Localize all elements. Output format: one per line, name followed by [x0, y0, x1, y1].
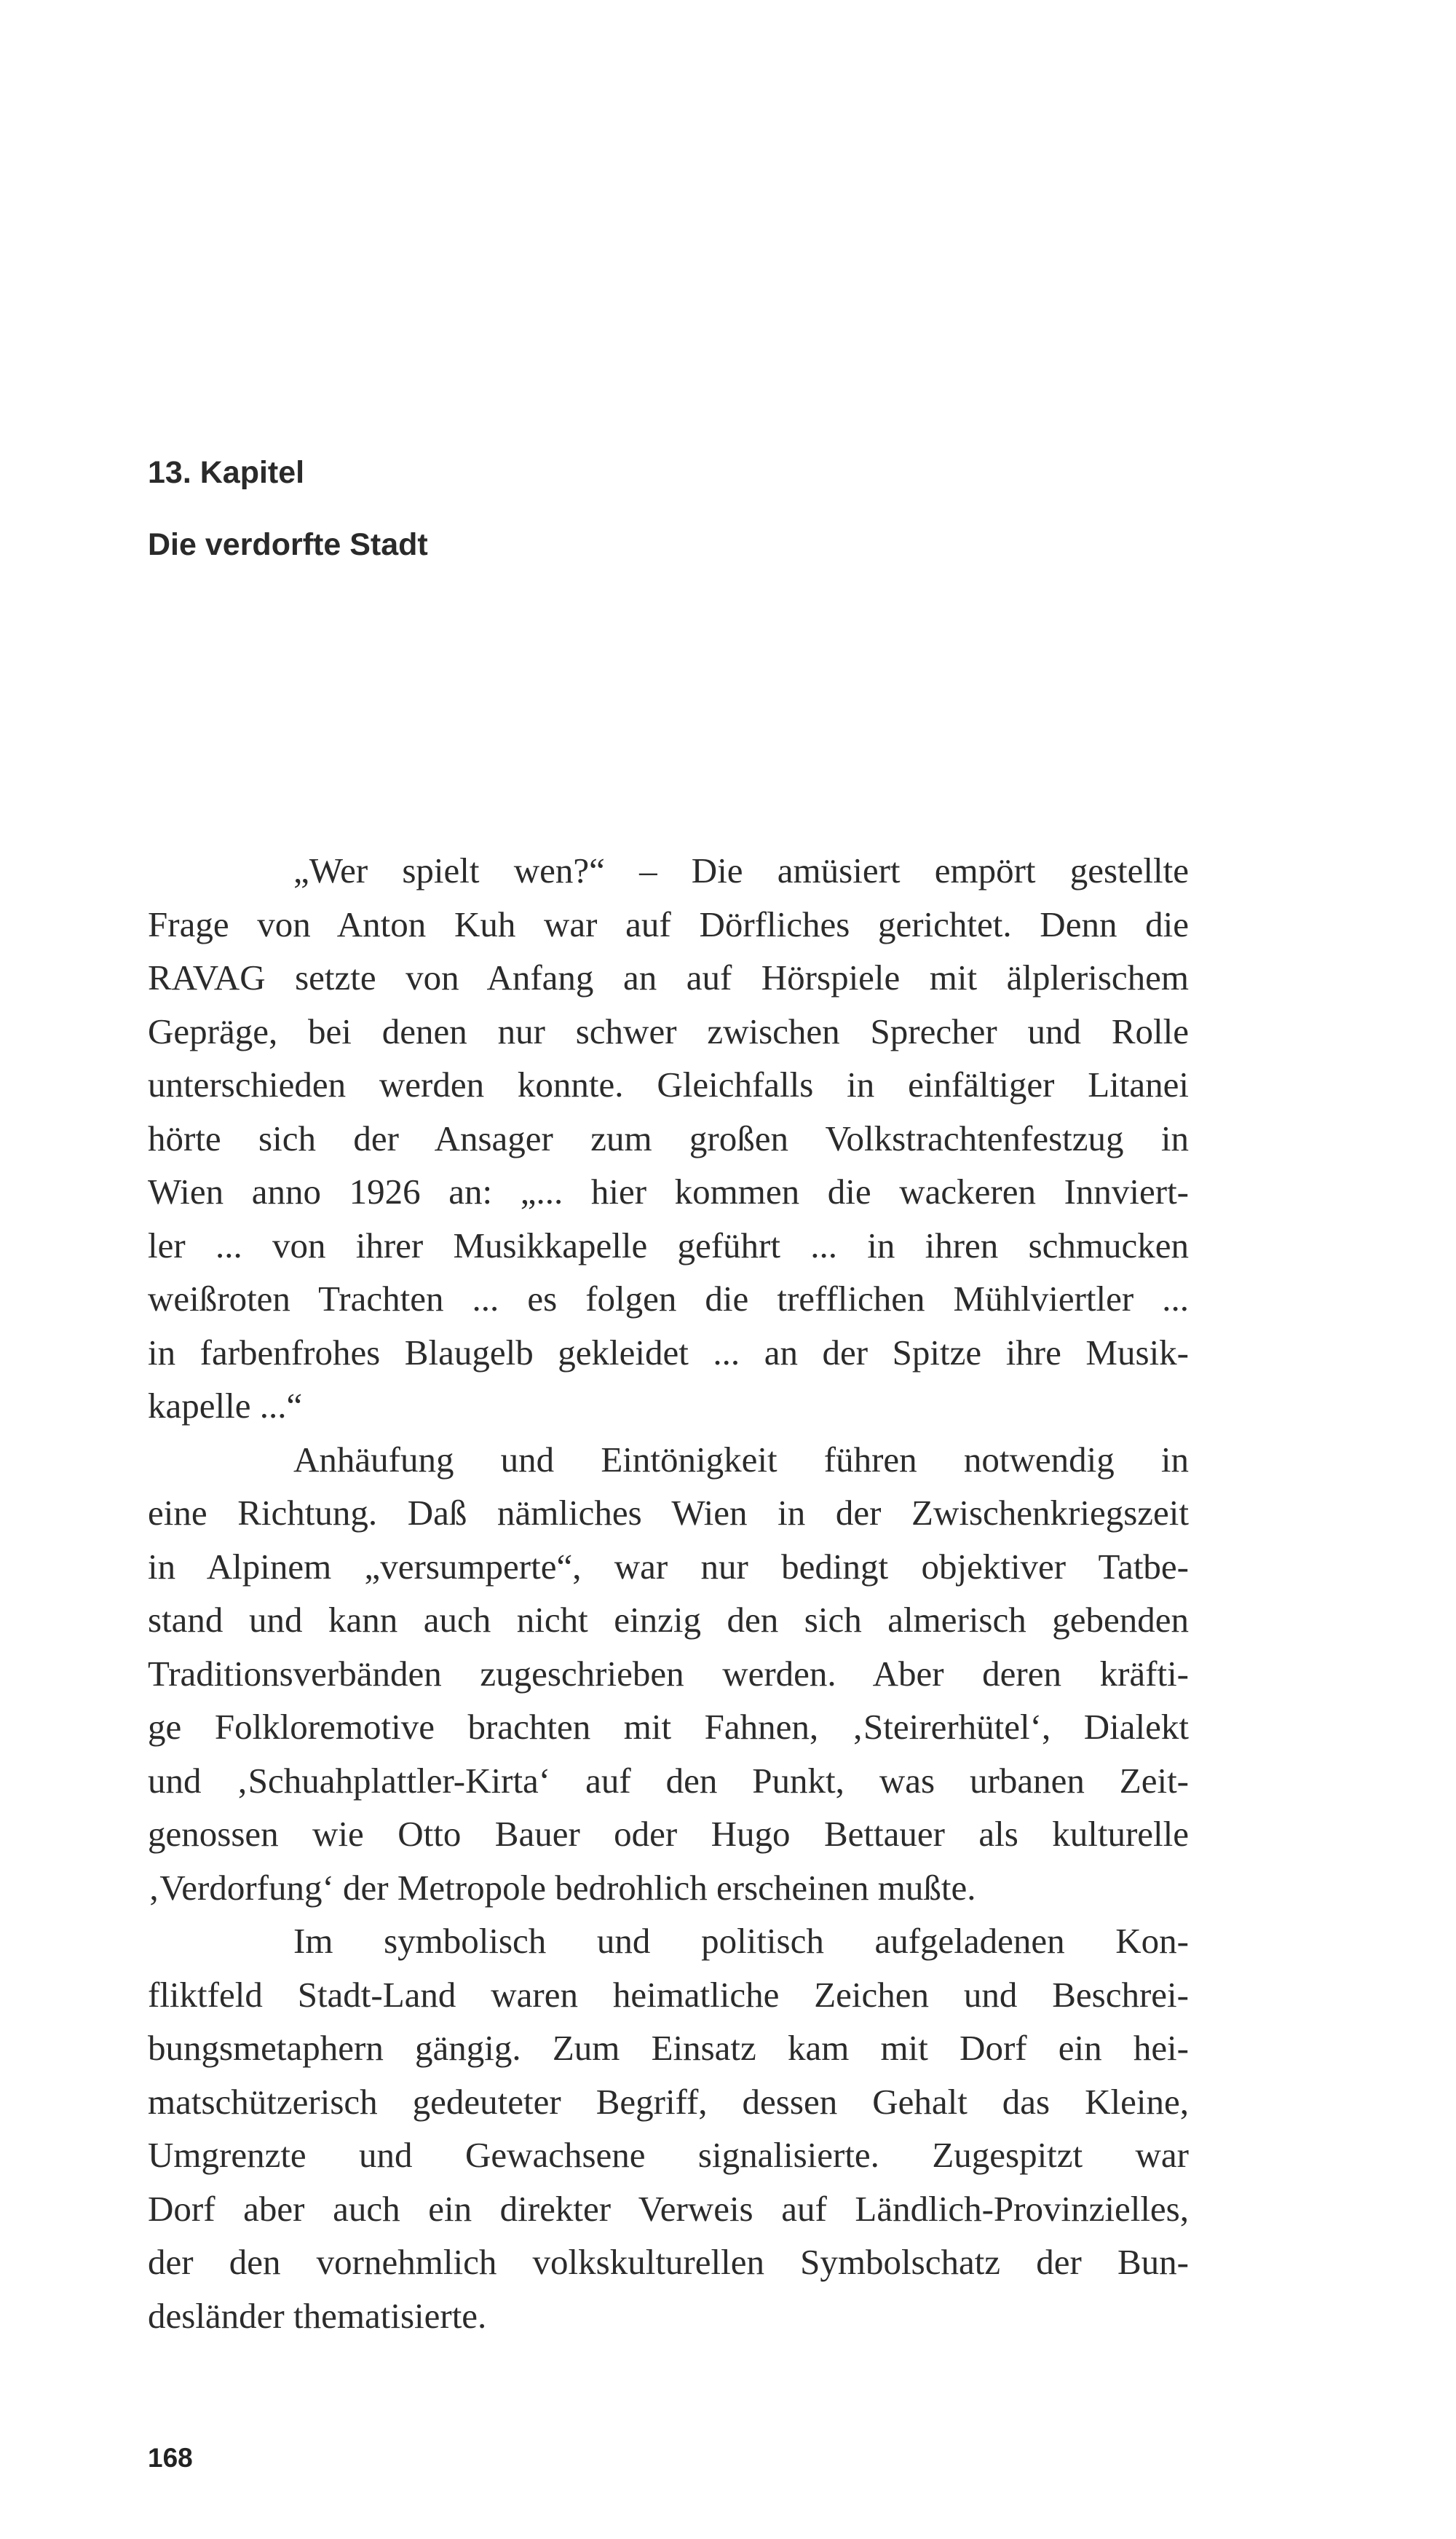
text-line: matschützerisch gedeuteter Begriff, dessen Gehalt das Kleine, — [148, 2081, 1189, 2122]
text-line: ‚Verdorfung‘ der Metropole bedrohlich erscheinen mußte. — [148, 1867, 976, 1908]
text-line: stand und kann auch nicht einzig den sich almerisch gebenden — [148, 1600, 1189, 1640]
text-line: ler ... von ihrer Musikkapelle geführt ... in ihren schmucken — [148, 1225, 1189, 1265]
text-line: hörte sich der Ansager zum großen Volkstrachtenfestzug in — [148, 1118, 1189, 1158]
text-line: Umgrenzte und Gewachsene signalisierte. Zugespitzt war — [148, 2135, 1189, 2175]
body-text — [148, 844, 1189, 2342]
text-line: Traditionsverbänden zugeschrieben werden. Aber deren kräfti- — [148, 1653, 1189, 1694]
text-line: Im symbolisch und politisch aufgeladenen Kon- — [293, 1921, 1189, 1961]
text-line: genossen wie Otto Bauer oder Hugo Bettauer als kulturelle — [148, 1814, 1189, 1854]
chapter-number: 13. Kapitel — [148, 455, 305, 490]
text-line: Anhäufung und Eintönigkeit führen notwendig in — [293, 1439, 1189, 1480]
text-line: eine Richtung. Daß nämliches Wien in der Zwischenkriegszeit — [148, 1493, 1189, 1533]
text-line: desländer thematisierte. — [148, 2295, 487, 2336]
text-line: „Wer spielt wen?“ – Die amüsiert empört gestellte — [293, 850, 1189, 891]
text-line: RAVAG setzte von Anfang an auf Hörspiele mit älplerischem — [148, 957, 1189, 998]
text-line: ge Folkloremotive brachten mit Fahnen, ‚Steirerhütel‘, Dialekt — [148, 1707, 1189, 1747]
text-line: kapelle ...“ — [148, 1386, 303, 1426]
text-line: weißroten Trachten ... es folgen die trefflichen Mühlviertler ... — [148, 1279, 1189, 1319]
text-line: Frage von Anton Kuh war auf Dörfliches gerichtet. Denn die — [148, 904, 1189, 944]
text-line: unterschieden werden konnte. Gleichfalls in einfältiger Litanei — [148, 1065, 1189, 1105]
text-line: der den vornehmlich volkskulturellen Symbolschatz der Bun- — [148, 2242, 1189, 2282]
chapter-title: Die verdorfte Stadt — [148, 527, 428, 562]
text-line: in Alpinem „versumperte“, war nur bedingt objektiver Tatbe- — [148, 1546, 1189, 1587]
text-line: Wien anno 1926 an: „... hier kommen die wackeren Innviert- — [148, 1172, 1189, 1212]
chapter-heading — [148, 437, 428, 581]
text-line: und ‚Schuahplattler-Kirta‘ auf den Punkt, was urbanen Zeit- — [148, 1760, 1189, 1801]
text-line: bungsmetaphern gängig. Zum Einsatz kam mit Dorf ein hei- — [148, 2028, 1189, 2068]
text-line: fliktfeld Stadt-Land waren heimatliche Zeichen und Beschrei- — [148, 1974, 1189, 2015]
text-line: Dorf aber auch ein direkter Verweis auf Ländlich-Provinzielles, — [148, 2188, 1189, 2229]
text-line: in farbenfrohes Blaugelb gekleidet ... an der Spitze ihre Musik- — [148, 1332, 1189, 1373]
text-line: Gepräge, bei denen nur schwer zwischen Sprecher und Rolle — [148, 1011, 1189, 1051]
page-number: 168 — [148, 2443, 193, 2473]
